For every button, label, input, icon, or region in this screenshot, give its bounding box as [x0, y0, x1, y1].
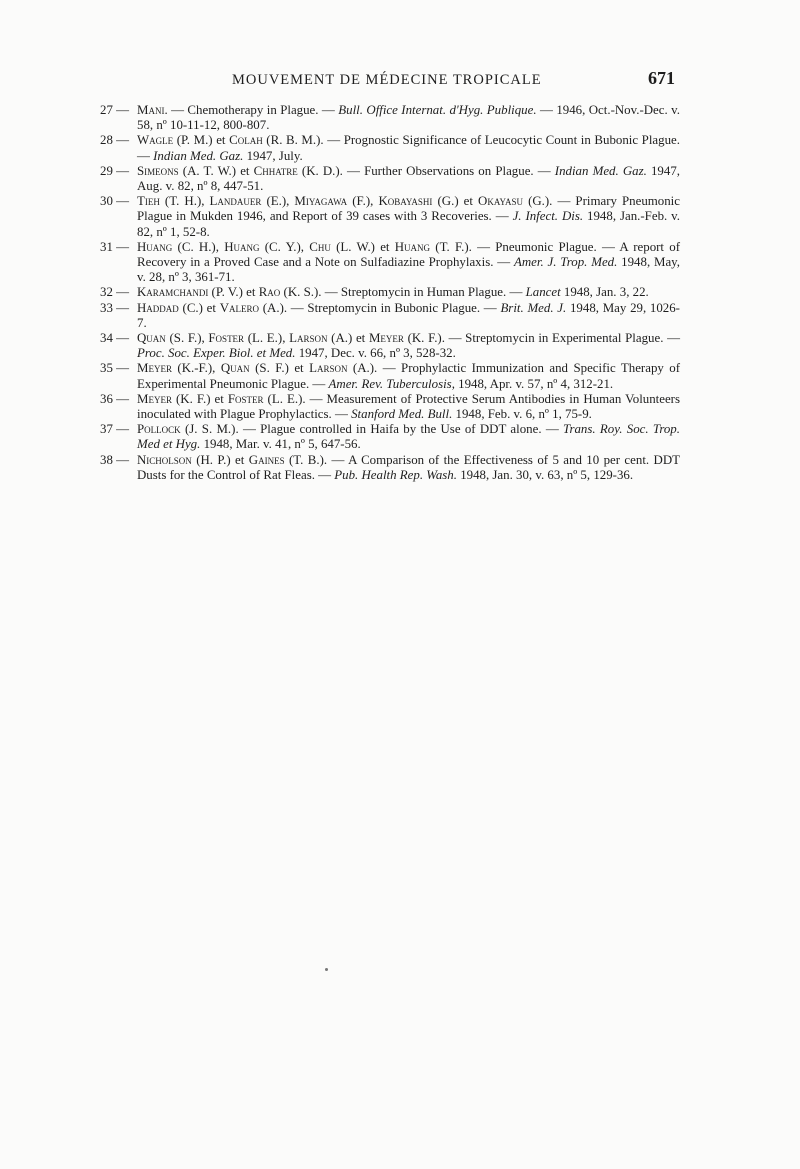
reference-entry	[100, 103, 680, 133]
reference-text: (K. S.). — Streptomycin in Human Plague. —	[280, 285, 526, 300]
reference-entry	[100, 453, 680, 483]
journal-title: Brit. Med. J.	[500, 300, 567, 315]
reference-entry	[100, 361, 680, 391]
author-name: Wagle	[137, 133, 174, 148]
reference-text: 1947, Dec. v. 66, nº 3, 528-32.	[295, 346, 456, 361]
author-name: Okayasu	[478, 194, 524, 209]
reference-text: 1947, July.	[243, 148, 303, 163]
author-name: Pollock	[137, 422, 181, 437]
reference-text: (A.). — Streptomycin in Bubonic Plague. —	[259, 300, 501, 315]
reference-text: (P. M.) et	[173, 133, 230, 148]
reference-text: (G.) et	[432, 194, 479, 209]
author-name: Foster	[208, 331, 245, 346]
reference-text: (A.) et	[327, 331, 369, 346]
reference-text: 1948, May, v. 28, nº 3, 361-71.	[137, 255, 681, 285]
reference-text: 1948, Jan. 3, 22.	[560, 285, 649, 300]
reference-text: (T. H.),	[159, 194, 210, 209]
reference-text: (F.),	[347, 194, 379, 209]
author-name: Foster	[227, 391, 264, 406]
author-name: Nicholson	[137, 452, 192, 467]
reference-text: (R. B. M.). — Prognostic Significance of Leucocytic Count in Bubonic Plague. —	[137, 133, 680, 163]
reference-text: (K. F.). — Streptomycin in Experimental Plague. —	[403, 331, 680, 346]
reference-text: (T. B.). — A Comparison of the Effectiveness of 5 and 10 per cent. DDT Dusts for the Control of Rat Fleas. —	[137, 452, 680, 482]
author-name: Chhatre	[253, 163, 298, 178]
author-name: Haddad	[137, 300, 179, 315]
reference-text: 1948, Feb. v. 6, nº 1, 75-9.	[452, 407, 592, 422]
journal-title: Stanford Med. Bull.	[351, 407, 453, 422]
reference-text: 1947, Aug. v. 82, nº 8, 447-51.	[137, 163, 680, 194]
reference-text: (A.). — Prophylactic Immunization and Specific Therapy of Experimental Pneumonic Plague. —	[137, 361, 681, 391]
journal-title: Pub. Health Rep. Wash.	[334, 467, 457, 482]
author-name: Meyer	[137, 391, 172, 406]
reference-text: (K. F.) et	[171, 391, 228, 406]
reference-text: — 1946, Oct.-Nov.-Dec. v. 58, nº 10-11-12, 800-807.	[137, 103, 680, 133]
reference-number: 37 —	[100, 422, 130, 437]
author-name: Miyagawa	[294, 194, 348, 209]
print-speck	[325, 968, 328, 971]
reference-text: (H. P.) et	[191, 452, 249, 467]
running-header	[0, 68, 800, 92]
author-name: Huang	[137, 239, 173, 254]
reference-text: 1948, Apr. v. 57, nº 4, 312-21.	[454, 376, 614, 391]
author-name: Gaines	[248, 452, 285, 467]
reference-text: (L. E.). — Measurement of Protective Serum Antibodies in Human Volunteers inoculated with Plague Prophylactics. —	[137, 391, 680, 422]
author-name: Colah	[229, 133, 263, 148]
reference-text: 1948, Jan.-Feb. v. 82, nº 1, 52-8.	[137, 209, 681, 239]
author-name: Rao	[258, 285, 281, 300]
author-name: Mani	[137, 103, 165, 117]
reference-entry	[100, 331, 680, 361]
reference-text: (G.). — Primary Pneumonic Plague in Mukden 1946, and Report of 39 cases with 3 Recoveries. —	[137, 194, 680, 224]
reference-text: (E.),	[261, 194, 295, 209]
reference-entry	[100, 285, 680, 300]
journal-title: Indian Med. Gaz.	[153, 148, 244, 163]
reference-text: (S. F.),	[165, 331, 209, 346]
reference-number: 28 —	[100, 133, 130, 148]
reference-text: (K.-F.),	[171, 361, 221, 376]
reference-entry	[100, 133, 680, 163]
reference-number: 38 —	[100, 452, 130, 467]
reference-text: 1948, Mar. v. 41, nº 5, 647-56.	[200, 437, 361, 452]
reference-entry	[100, 240, 680, 286]
reference-number: 32 —	[100, 285, 130, 300]
journal-title: Amer. J. Trop. Med.	[513, 255, 618, 270]
running-title: MOUVEMENT DE MÉDECINE TROPICALE	[232, 72, 542, 88]
author-name: Tieh	[137, 194, 160, 209]
reference-text: (L. W.) et	[330, 239, 395, 254]
author-name: Larson	[289, 331, 328, 346]
reference-text: 1948, May 29, 1026-7.	[137, 300, 680, 330]
author-name: Huang	[394, 239, 431, 254]
reference-number: 31 —	[100, 239, 130, 254]
reference-number: 29 —	[100, 163, 130, 178]
reference-entry	[100, 422, 680, 452]
journal-title: Lancet	[525, 285, 561, 300]
reference-number: 36 —	[100, 391, 130, 406]
reference-text: . — Chemotherapy in Plague. —	[164, 103, 339, 117]
author-name: Quan	[220, 361, 250, 376]
reference-text: (J. S. M.). — Plague controlled in Haifa by the Use of DDT alone. —	[180, 422, 564, 437]
reference-text: (C. H.),	[172, 239, 225, 254]
page-number: 671	[648, 68, 675, 88]
author-name: Karamchandi	[137, 285, 209, 300]
author-name: Meyer	[137, 361, 172, 376]
reference-number: 35 —	[100, 361, 130, 376]
author-name: Chu	[309, 239, 331, 254]
author-name: Quan	[137, 331, 166, 346]
journal-title: Trans. Roy. Soc. Trop. Med et Hyg.	[137, 422, 680, 452]
journal-title: Amer. Rev. Tuberculosis,	[328, 376, 455, 391]
reference-number: 34 —	[100, 331, 130, 346]
reference-list	[100, 103, 680, 483]
author-name: Valero	[219, 300, 260, 315]
journal-title: Proc. Soc. Exper. Biol. et Med.	[137, 346, 296, 361]
reference-text: 1948, Jan. 30, v. 63, nº 5, 129-36.	[456, 467, 634, 482]
reference-entry	[100, 301, 680, 331]
journal-title: J. Infect. Dis.	[512, 209, 584, 224]
author-name: Kobayashi	[378, 194, 433, 209]
reference-text: (A. T. W.) et	[178, 163, 254, 178]
reference-entry	[100, 164, 680, 194]
author-name: Huang	[224, 239, 260, 254]
reference-text: (S. F.) et	[249, 361, 310, 376]
reference-text: (L. E.),	[244, 331, 290, 346]
author-name: Meyer	[368, 331, 404, 346]
author-name: Larson	[309, 361, 348, 376]
reference-number: 27 —	[100, 103, 130, 117]
reference-text: (K. D.). — Further Observations on Plague. —	[297, 163, 555, 178]
reference-number: 33 —	[100, 300, 130, 315]
reference-entry	[100, 392, 680, 422]
reference-text: (C.) et	[178, 300, 220, 315]
journal-title: Bull. Office Internat. d'Hyg. Publique.	[338, 103, 537, 117]
reference-text: (P. V.) et	[208, 285, 259, 300]
reference-entry	[100, 194, 680, 240]
reference-number: 30 —	[100, 194, 130, 209]
reference-text: (T. F.). — Pneumonic Plague. — A report of Recovery in a Proved Case and a Note on Sulfadiazine Prophylaxis. —	[137, 239, 680, 270]
author-name: Landauer	[209, 194, 262, 209]
journal-title: Indian Med. Gaz.	[554, 163, 647, 178]
author-name: Simeons	[137, 163, 179, 178]
reference-text: (C. Y.),	[259, 239, 310, 254]
